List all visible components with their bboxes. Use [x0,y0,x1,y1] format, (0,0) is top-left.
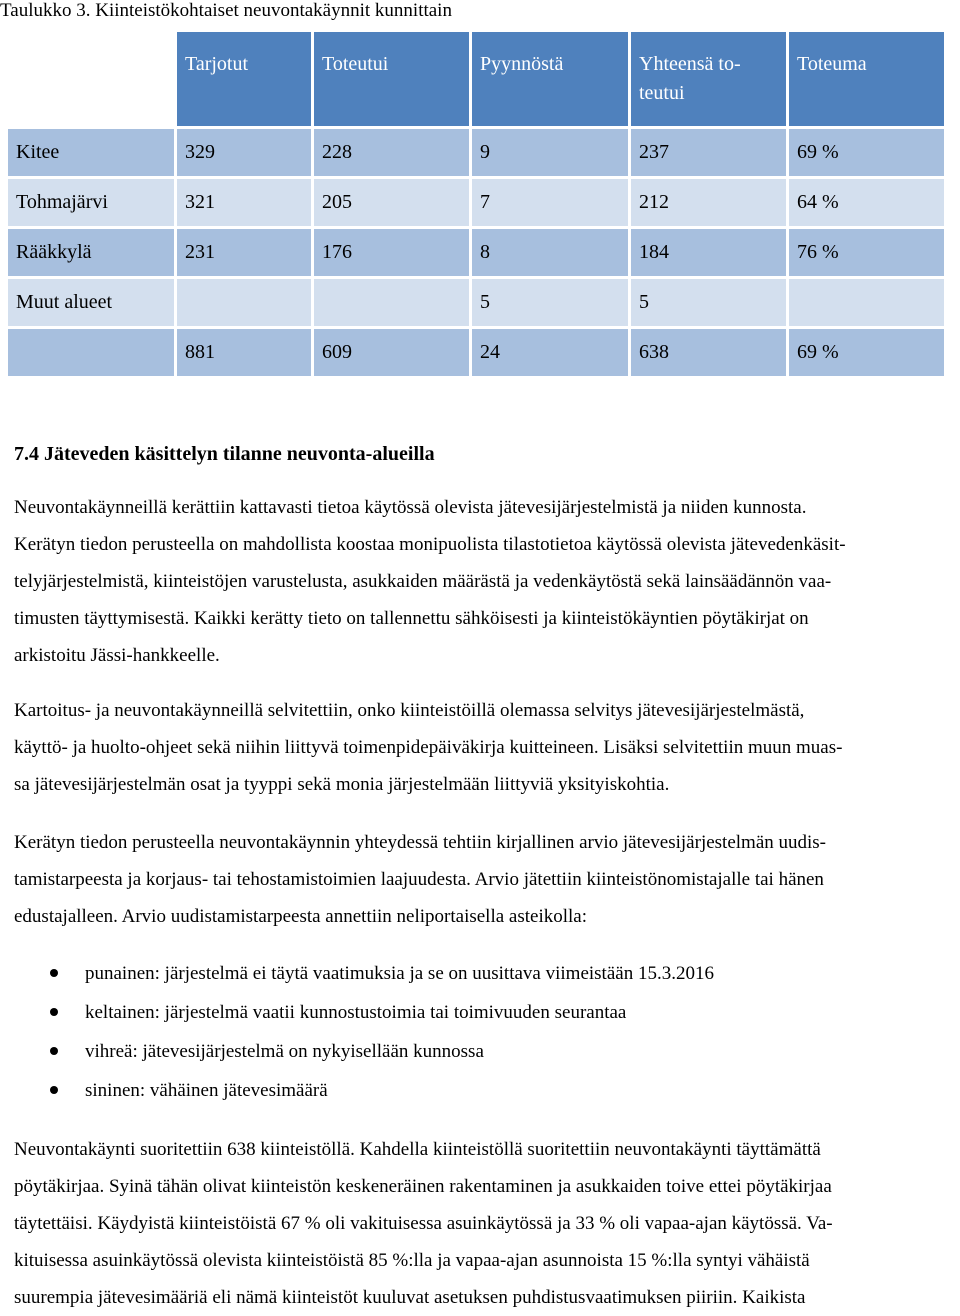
list-item [0,996,714,1035]
list-item [0,1074,714,1113]
header-cell-tarjotut: Tarjotut [177,32,311,126]
header-cell-toteutui: Toteutui [314,32,469,126]
cell-toteuma: 69 % [789,129,944,176]
cell-toteutui: 205 [314,179,469,226]
text-line: sa jätevesijärjestelmän osat ja tyyppi sekä monia järjestelmään liittyviä yksityiskohtia. [14,774,670,795]
table-header-row [8,32,944,126]
cell-tarjotut: 329 [177,129,311,176]
paragraph-data-collection [14,489,948,674]
cell-tarjotut: 881 [177,329,311,376]
cell-pyynnosta: 5 [472,279,628,326]
text-line: Neuvontakäynneillä kerättiin kattavasti tietoa käytössä olevista jätevesijärjestelmistä ja niiden kunnosta. [14,497,807,518]
cell-tarjotut: 231 [177,229,311,276]
header-cell-empty [8,32,174,126]
list-item-text: vihreä: jätevesijärjestelmä on nykyisellään kunnossa [85,1041,484,1062]
table-row-total [8,329,944,376]
header-cell-toteuma: Toteuma [789,32,944,126]
cell-yhteensa: 638 [631,329,786,376]
cell-toteuma: 64 % [789,179,944,226]
text-line: pöytäkirjaa. Syinä tähän olivat kiinteistön keskeneräinen rakentaminen ja asukkaiden toive ettei pöytäkirjaa [14,1176,832,1197]
text-line: suurempia jätevesimääriä eli nämä kiinteistöt kuuluvat asetuksen puhdistusvaatimuksen piiriin. Kaikista [14,1287,806,1308]
section-heading: 7.4 Jäteveden käsittelyn tilanne neuvonta-alueilla [14,443,435,465]
bullet-icon [50,1008,58,1016]
list-item-text: punainen: järjestelmä ei täytä vaatimuksia ja se on uusittava viimeistään 15.3.2016 [85,963,714,984]
list-item [0,1035,714,1074]
text-line: täytettäisi. Käydyistä kiinteistöistä 67 % oli vakituisessa asuinkäytössä ja 33 % oli vapaa-ajan käytössä. Va- [14,1213,833,1234]
row-label: Tohmajärvi [8,179,174,226]
cell-toteutui: 176 [314,229,469,276]
cell-pyynnosta: 7 [472,179,628,226]
text-line: kituisessa asuinkäytössä olevista kiinteistöistä 85 %:lla ja vapaa-ajan asunnoista 15 %:lla syntyi vähäistä [14,1250,810,1271]
text-line: käyttö- ja huolto-ohjeet sekä niihin liittyvä toimenpidepäiväkirja kuitteineen. Lisäksi selvitettiin muun muas- [14,737,843,758]
bullet-icon [50,1086,58,1094]
text-line: edustajalleen. Arvio uudistamistarpeesta annettiin neliportaisella asteikolla: [14,906,587,927]
cell-toteuma: 69 % [789,329,944,376]
row-label [8,329,174,376]
cell-pyynnosta: 8 [472,229,628,276]
text-line: arkistoitu Jässi-hankkeelle. [14,645,220,666]
cell-toteutui [314,279,469,326]
list-item-text: sininen: vähäinen jätevesimäärä [85,1080,328,1101]
cell-pyynnosta: 9 [472,129,628,176]
table-row [8,179,944,226]
cell-tarjotut [177,279,311,326]
text-line: timusten täyttymisestä. Kaikki kerätty tieto on tallennettu sähköisesti ja kiinteistökäyntien pöytäkirjat on [14,608,809,629]
text-line: Kartoitus- ja neuvontakäynneillä selvitettiin, onko kiinteistöillä olemassa selvitys jätevesijärjestelmästä, [14,700,805,721]
cell-tarjotut: 321 [177,179,311,226]
row-label: Rääkkylä [8,229,174,276]
list-item-text: keltainen: järjestelmä vaatii kunnostustoimia tai toimivuuden seurantaa [85,1002,627,1023]
table-row [8,129,944,176]
cell-toteuma [789,279,944,326]
paragraph-results [14,1131,948,1316]
bullet-icon [50,969,58,977]
visits-table [5,29,947,379]
cell-yhteensa: 5 [631,279,786,326]
row-label: Kitee [8,129,174,176]
row-label: Muut alueet [8,279,174,326]
cell-yhteensa: 184 [631,229,786,276]
header-cell-pyynnosta: Pyynnöstä [472,32,628,126]
list-item [0,957,714,996]
text-line: Kerätyn tiedon perusteella on mahdollista koostaa monipuolista tilastotietoa käytössä olevista jätevedenkäsit- [14,534,846,555]
text-line: Kerätyn tiedon perusteella neuvontakäynnin yhteydessä tehtiin kirjallinen arvio jätevesijärjestelmän uudis- [14,832,826,853]
cell-toteutui: 228 [314,129,469,176]
table-caption: Taulukko 3. Kiinteistökohtaiset neuvontakäynnit kunnittain [0,0,452,21]
paragraph-assessment [14,824,948,935]
cell-pyynnosta: 24 [472,329,628,376]
bullet-icon [50,1047,58,1055]
header-cell-yhteensa [631,32,786,126]
paragraph-survey [14,692,948,803]
cell-toteuma: 76 % [789,229,944,276]
text-line: tamistarpeesta ja korjaus- tai tehostamistoimien laajuudesta. Arvio jätettiin kiinteistönomistajalle tai hänen [14,869,824,890]
header-cell-yhteensa-line2: teutui [639,82,685,104]
assessment-scale-list [0,957,714,1113]
text-line: telyjärjestelmistä, kiinteistöjen varustelusta, asukkaiden määrästä ja vedenkäytöstä sekä lainsäädännön vaa- [14,571,832,592]
cell-yhteensa: 237 [631,129,786,176]
text-line: Neuvontakäynti suoritettiin 638 kiinteistöllä. Kahdella kiinteistöllä suoritettiin neuvontakäynti täyttämättä [14,1139,821,1160]
cell-yhteensa: 212 [631,179,786,226]
table-row [8,229,944,276]
table-row [8,279,944,326]
header-cell-yhteensa-line1: Yhteensä to- [639,53,741,75]
cell-toteutui: 609 [314,329,469,376]
